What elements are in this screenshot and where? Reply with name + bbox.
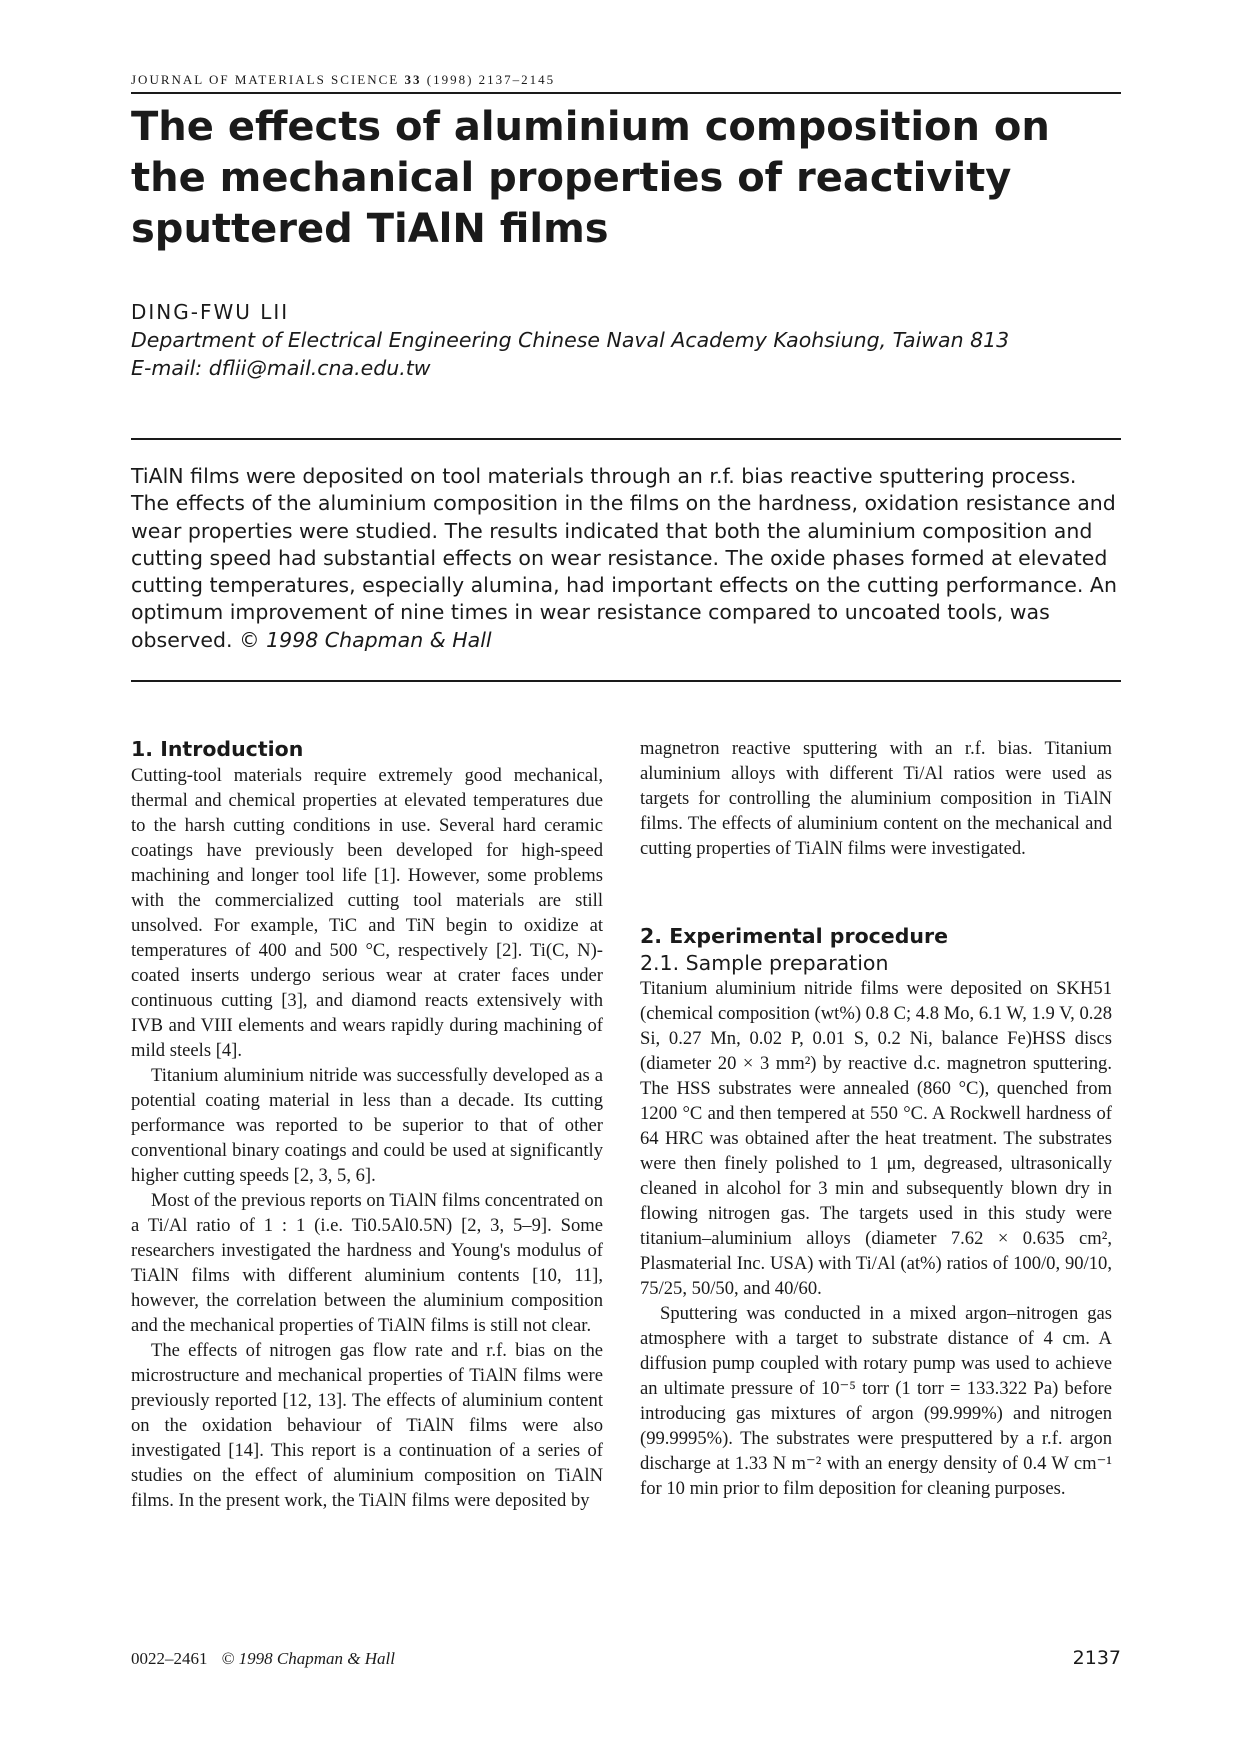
abstract-top-rule: [131, 438, 1121, 440]
header-rule: [131, 92, 1121, 94]
footer-issn-block: [131, 1649, 395, 1669]
journal-volume: 33: [404, 72, 422, 87]
footer-copyright: © 1998 Chapman & Hall: [221, 1649, 395, 1668]
intro-paragraph-4: The effects of nitrogen gas flow rate and r.f. bias on the microstructure and mechanical properties of TiAlN films were previously reported [12, 13]. The effects of aluminium content on the oxidation behaviour of TiAlN films were also investigated [14]. This report is a continuation of a series of studies on the effect of aluminium composition on TiAlN films. In the present work, the TiAlN films were deposited by: [131, 1340, 603, 1511]
journal-name: JOURNAL OF MATERIALS SCIENCE: [131, 72, 400, 87]
intro-paragraph-1: Cutting-tool materials require extremely good mechanical, thermal and chemical properties at elevated temperatures due to the harsh cutting conditions in use. Several hard ceramic coatings have previously been developed for high-speed machining and longer tool life [1]. However, some problems with the commercialized cutting tool materials are still unsolved. For example, TiC and TiN begin to oxidize at temperatures of 400 and 500 °C, respectively [2]. Ti(C, N)-coated inserts undergo serious wear at crater faces under continuous cutting [3], and diamond reacts extensively with IVB and VIII elements and wears rapidly during machining of mild steels [4].: [131, 765, 603, 1061]
intro-paragraph-2: Titanium aluminium nitride was successfully developed as a potential coating material in less than a decade. Its cutting performance was reported to be superior to that of other conventional binary coatings and could be used at significantly higher cutting speeds [2, 3, 5, 6].: [131, 1065, 603, 1186]
abstract-text: TiAlN films were deposited on tool materials through an r.f. bias reactive sputtering process. The effects of the aluminium composition in the films on the hardness, oxidation resistance and wear properties were studied. The results indicated that both the aluminium composition and cutting speed had substantial effects on wear resistance. The oxide phases formed at elevated cutting temperatures, especially alumina, had important effects on the cutting performance. An optimum improvement of nine times in wear resistance compared to uncoated tools, was observed.: [131, 464, 1117, 652]
author-email: E-mail: dflii@mail.cna.edu.tw: [131, 356, 431, 380]
experimental-paragraph-2: Sputtering was conducted in a mixed argon–nitrogen gas atmosphere with a target to substrate distance of 4 cm. A diffusion pump coupled with rotary pump was used to achieve an ultimate pressure of 10⁻⁵ torr (1 torr = 133.322 Pa) before introducing gas mixtures of argon (99.999%) and nitrogen (99.9995%). The substrates were presputtered by a r.f. argon discharge at 1.33 N m⁻² with an energy density of 0.4 W cm⁻¹ for 10 min prior to film deposition for cleaning purposes.: [640, 1303, 1112, 1499]
right-column: [640, 736, 1112, 1501]
abstract-copyright: © 1998 Chapman & Hall: [239, 627, 492, 652]
author-affiliation: Department of Electrical Engineering Chinese Naval Academy Kaohsiung, Taiwan 813: [131, 328, 1010, 352]
author-affiliation-block: [131, 326, 1121, 382]
section-heading-introduction: 1. Introduction: [131, 737, 304, 761]
footer-issn: 0022–2461: [131, 1649, 208, 1668]
author-name: DING-FWU LII: [131, 300, 290, 324]
journal-header: [131, 72, 1121, 88]
section-heading-experimental: 2. Experimental procedure: [640, 924, 948, 948]
abstract: [131, 463, 1121, 654]
abstract-bottom-rule: [131, 680, 1121, 682]
experimental-paragraph-1: Titanium aluminium nitride films were deposited on SKH51 (chemical composition (wt%) 0.8 C; 4.8 Mo, 6.1 W, 1.9 V, 0.28 Si, 0.27 Mn, 0.02 P, 0.01 S, 0.2 Ni, balance Fe)HSS discs (diameter 20 × 3 mm²) by reactive d.c. magnetron sputtering. The HSS substrates were annealed (860 °C), quenched from 1200 °C and then tempered at 550 °C. A Rockwell hardness of 64 HRC was obtained after the heat treatment. The substrates were then finely polished to 1 μm, degreased, ultrasonically cleaned in alcohol for 3 min and subsequently blown dry in flowing nitrogen gas. The targets used in this study were titanium–aluminium alloys (diameter 7.62 × 0.635 cm², Plasmaterial Inc. USA) with Ti/Al (at%) ratios of 100/0, 90/10, 75/25, 50/50, and 40/60.: [640, 978, 1112, 1299]
intro-continuation: magnetron reactive sputtering with an r.f. bias. Titanium aluminium alloys with different Ti/Al ratios were used as targets for controlling the aluminium composition in TiAlN films. The effects of aluminium content on the mechanical and cutting properties of TiAlN films were investigated.: [640, 738, 1112, 859]
subsection-heading-sample-preparation: 2.1. Sample preparation: [640, 951, 889, 975]
column-spacer: [640, 861, 1112, 923]
page-number: 2137: [1072, 1647, 1121, 1669]
left-column: [131, 736, 603, 1513]
intro-paragraph-3: Most of the previous reports on TiAlN films concentrated on a Ti/Al ratio of 1 : 1 (i.e. Ti0.5Al0.5N) [2, 3, 5–9]. Some researchers investigated the hardness and Young's modulus of TiAlN films with different aluminium contents [10, 11], however, the correlation between the aluminium composition and the mechanical properties of TiAlN films is still not clear.: [131, 1190, 603, 1336]
journal-year-pages: (1998) 2137–2145: [426, 72, 556, 87]
article-title: The effects of aluminium composition on the mechanical properties of reactivity sputtered TiAlN films: [131, 104, 1050, 252]
